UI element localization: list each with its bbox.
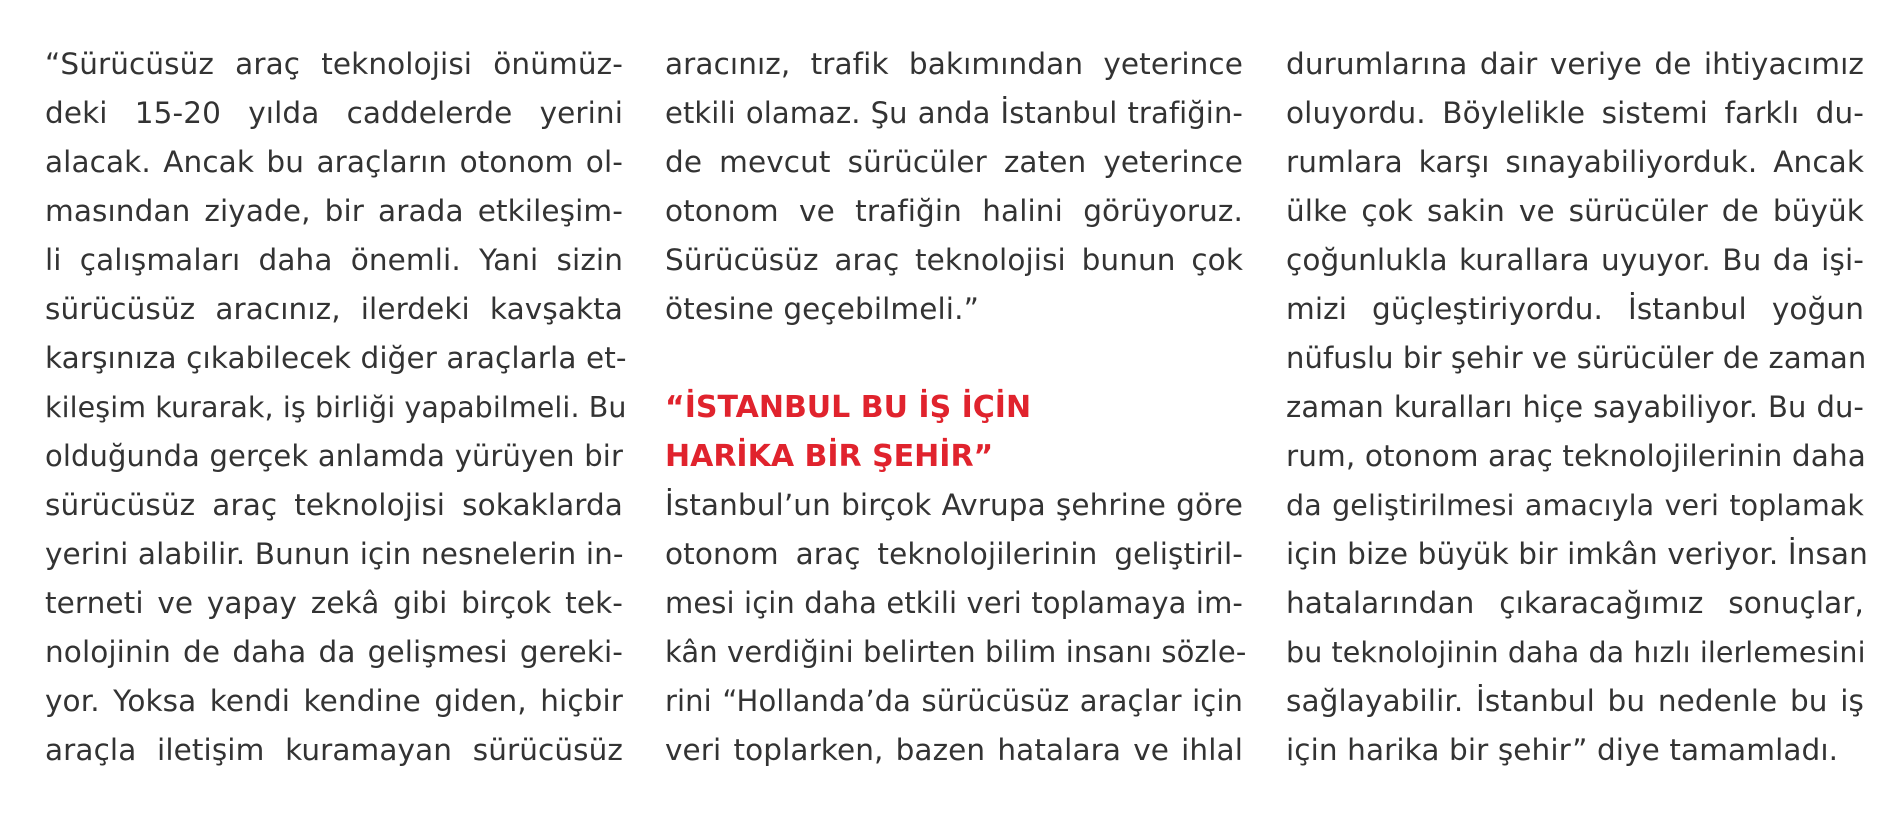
text-line: otonom ve trafiğin halini görüyoruz. <box>665 194 1243 228</box>
text-line: alacak. Ancak bu araçların otonom ol- <box>45 145 623 179</box>
section-heading: HARİKA BİR ŞEHİR” <box>665 439 994 474</box>
text-line: sağlayabilir. İstanbul bu nedenle bu iş <box>1286 684 1864 718</box>
text-line: mizi güçleştiriyordu. İstanbul yoğun <box>1286 292 1864 326</box>
text-line: yor. Yoksa kendi kendine giden, hiçbir <box>45 684 623 718</box>
text-line: olduğunda gerçek anlamda yürüyen bir <box>45 439 623 473</box>
text-line: mesi için daha etkili veri toplamaya im- <box>665 586 1243 620</box>
article-column-2 <box>665 40 1247 775</box>
text-line: rini “Hollanda’da sürücüsüz araçlar için <box>665 684 1243 718</box>
text-line: hatalarından çıkaracağımız sonuçlar, <box>1286 586 1864 620</box>
text-line: da geliştirilmesi amacıyla veri toplamak <box>1286 489 1864 522</box>
text-line: zaman kuralları hiçe sayabiliyor. Bu du- <box>1286 390 1864 424</box>
text-line: araçla iletişim kuramayan sürücüsüz <box>45 733 623 767</box>
text-line: otonom araç teknolojilerinin geliştiril- <box>665 537 1243 571</box>
text-line: masından ziyade, bir arada etkileşim- <box>45 194 623 228</box>
text-line: aracınız, trafik bakımından yeterince <box>665 47 1243 81</box>
text-line: rum, otonom araç teknolojilerinin daha <box>1286 439 1866 473</box>
text-line: çoğunlukla kurallara uyuyor. Bu da işi- <box>1286 243 1864 277</box>
text-line: kileşim kurarak, iş birliği yapabilmeli. Bu <box>45 391 627 424</box>
text-line: ötesine geçebilmeli.” <box>665 292 979 326</box>
text-line: sürücüsüz aracınız, ilerdeki kavşakta <box>45 292 623 326</box>
text-line: ülke çok sakin ve sürücüler de büyük <box>1286 194 1864 228</box>
section-heading: “İSTANBUL BU İŞ İÇİN <box>665 390 1032 425</box>
text-line: İstanbul’un birçok Avrupa şehrine göre <box>665 488 1243 522</box>
text-line: oluyordu. Böylelikle sistemi farklı du- <box>1286 96 1864 130</box>
article-column-3 <box>1286 40 1868 775</box>
text-line: yerini alabilir. Bunun için nesnelerin in- <box>45 537 624 571</box>
text-line: “Sürücüsüz araç teknolojisi önümüz- <box>45 47 623 81</box>
text-line: nüfuslu bir şehir ve sürücüler de zaman <box>1286 341 1867 375</box>
text-line: karşınıza çıkabilecek diğer araçlarla et- <box>45 341 627 375</box>
text-line: nolojinin de daha da gelişmesi gereki- <box>45 635 623 669</box>
text-line: de mevcut sürücüler zaten yeterince <box>665 145 1243 179</box>
text-line: terneti ve yapay zekâ gibi birçok tek- <box>45 586 623 620</box>
text-line: için bize büyük bir imkân veriyor. İnsan <box>1286 537 1868 571</box>
text-line: kân verdiğini belirten bilim insanı sözle- <box>665 635 1247 669</box>
text-line: li çalışmaları daha önemli. Yani sizin <box>45 243 623 277</box>
text-line: durumlarına dair veriye de ihtiyacımız <box>1286 47 1864 81</box>
text-line: sürücüsüz araç teknolojisi sokaklarda <box>45 488 623 522</box>
text-line: veri toplarken, bazen hatalara ve ihlal <box>665 733 1243 767</box>
text-line: rumlara karşı sınayabiliyorduk. Ancak <box>1286 145 1864 179</box>
text-line: için harika bir şehir” diye tamamladı. <box>1286 733 1839 767</box>
article-column-1 <box>45 40 627 775</box>
text-line: deki 15-20 yılda caddelerde yerini <box>45 96 623 130</box>
text-line: etkili olamaz. Şu anda İstanbul trafiğin- <box>665 96 1243 130</box>
text-line: Sürücüsüz araç teknolojisi bunun çok <box>665 243 1243 277</box>
text-line: bu teknolojinin daha da hızlı ilerlemesini <box>1286 636 1866 669</box>
paragraph-gap <box>665 334 1243 383</box>
